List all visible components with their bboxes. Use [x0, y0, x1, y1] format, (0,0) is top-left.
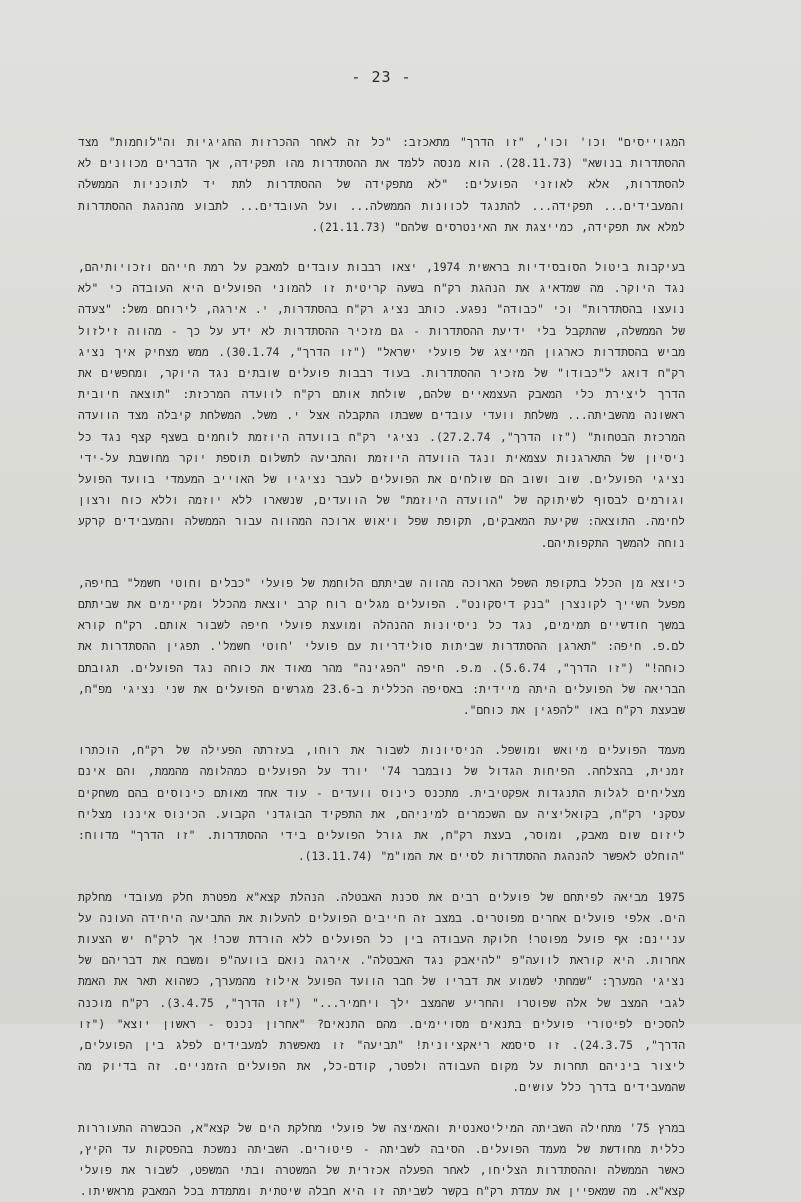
- paragraph-1: המגוייסים" וכו' וכו', "זו הדרך" מתאכזב: "כל זה לאחר ההכרזות החגיגיות וה"לוחמות" מצד ההסתדרות בנושא" (28.11.73). הוא מנסה ללמד את ההסתדרות מהו תפקידה, אך הדברים מכוונים לא להסתדרות, אלא לאוזני הפועלים: "לא מתפקידה של ההסתדרות לתת יד לתוכניות הממשלה והמעבידים... תפקידה... להתנגד לכוונות הממשלה... ועל העובדים... לתבוע מהנהגת ההסתדרות למלא את תפקידה, כמייצגת את האינטרסים שלהם" (21.11.73).: [78, 136, 685, 234]
- paragraph-4: מעמד הפועלים מיואש ומושפל. הניסיונות לשבור את רוחו, בעזרתה הפעילה של רק"ח, הוכתרו זמנית, בהצלחה. הפיחות הגדול של נובמבר 74' יורד על הפועלים כמהלומה מהממת, והם אינם מצליחים לגלות התנגדות אפקטיבית. מתכנס כינוס וועדים - עוד אחד מאותם כינוסים בהם משחקים עסקני רק"ח, בקואליציה עם השכמרים למיניהם, את התפקיד הבוגדני הקבוע. הכינוס איננו מצליח ליזום שום מאבק, ומוסר, בעצת רק"ח, את גורל הפועלים בידי ההסתדרות. "זו הדרך" מדווח: "הוחלט לאפשר להנהגת ההסתדרות לסיים את המו"מ" (13.11.74).: [78, 744, 685, 864]
- paragraph-6: במרץ 75' מתחילה השביתה המיליטאנטית והאמיצה של פועלי מחלקת הים של קצא"א, הכבשרה התעוררות כללית מחודשת של מעמד הפועלים. הסיבה לשביתה - פיטורים. השביתה נמשכת בהפסקות עד הקיץ, כאשר הממשלה וההסתדרות הצליחו, לאחר הפעלה אכזרית של המשטרה ובתי המשפט, לשבור את פועלי קצא"א. מה שמאפיין את עמדת רק"ח בקשר לשביתה זו היא חבלה שיטתית ומתמדת בכל המאבק מראשיתו.: [78, 1121, 686, 1199]
- page-number: - 23 -: [351, 68, 412, 86]
- paragraph-2: בעיקבות ביטול הסובסידיות בראשית 1974, יצאו רבבות עובדים למאבק על רמת חייהם וזכויותיהם, נגד היוקר. מה שמדאיג את הנהגת רק"ח בשעה קריטית זו להמוני הפועלים היא העובדה כי "לא נועצו בהסתדרות" וכי "כבודה" נפגע. כותב נציג רק"ח בהסתדרות, י. אירגה, לירוחם משל: "צעדה של הממשלה, שהתקבל בלי ידיעת ההסתדרות - גם מזכיר ההסתדרות לא ידע על כך - מהווה זילזול מביש בהסתדרות כארגון המייצג של פועלי ישראל" ("זו הדרך", 30.1.74). ממש מצחיק איך נציג רק"ח דואג ל"כבודו" של מזכיר ההסתדרות. בעוד רבבות פועלים שובתים נגד היוקר, ומחפשים את הדרך ליצירת כלי המאבק העצמאיים שלהם, שולחת אותם רק"ח לוועדה המרכזת: "תוצאה חיובית ראשונה מהשביתה... משלחת וועדי עובדים ששבתו התקבלה אצל י. משל. המשלחת קיבלה מצד הוועדה המרכזת הבטחות" ("זו הדרך", 27.2.74). נציגי רק"ח בוועדה היוזמת לוחמים בשצף קצף נגד כל ניסיון של התארגנות עצמאית ונגד הוועדה היוזמת והתביעה לתשלום תוספת יוקר מחושבת על-ידי נציגי הפועלים. שוב ושוב הם שולחים את הפועלים לעבר נציגיו של האוייב המעמדי בוועד הפועל וגורמים לבסוף לשיתוקה של "הוועדה היוזמת" של הוועדים, שנשארו ללא יוזמה וללא כוח ורצון לחימה. התוצאה: שקיעת המאבקים, תקופת שפל ויאוש ארוכה המהווה עבור הממשלה והמעבידים קרקע נוחה להמשך התקפותיהם.: [78, 261, 686, 550]
- paragraph-3: כיוצא מן הכלל בתקופת השפל הארוכה מהווה שביתתם הלוחמת של פועלי "כבלים וחוטי חשמל" בחיפה, מפעל השייך לקונצרן "בנק דיסקונט". הפועלים מגלים רוח קרב יוצאת מהכלל ומקיימים את שביתתם במשך חודשיים תמימים, נגד כל ניסיונות ההנהלה ומועצת פועלי חיפה לשבור אותם. רק"ח קורא לם.פ. חיפה: "תארגן ההסתדרות שביתות סולידריות עם פועלי 'חוטי חשמל'. תפגין ההסתדרות את כוחה!" ("זו הדרך", 5.6.74). מ.פ. חיפה "הפגינה" מהר מאוד את כוחה נגד הפועלים. תגובתם הבריאה של הפועלים היתה מיידית: באסיפה הכללית ב-23.6 מגרשים הפועלים את שני נציגי מפ"ח, שבעצת רק"ח באו "להפגין את כוחם".: [78, 576, 686, 718]
- paragraph-5: 1975 מביאה לפיתחם של פועלים רבים את סכנת האבטלה. הנהלת קצא"א מפטרת חלק מעובדי מחלקת הים. אלפי פועלים אחרים מפוטרים. במצב זה חייבים הפועלים להעלות את התביעה היחידה העונה על עניינם: אף פועל מפוטר! חלוקת העבודה בין כל הפועלים ללא הורדת שכר! אך לרק"ח יש הצעות אחרות. היא קוראת לוועה"פ "להיאבק נגד האבטלה". אירגה נואם בוועה"פ ומשבח את דבריהם של נציגי המערך: "שמחתי לשמוע את דבריו של חבר הוועד הפועל אילוז מהמערך, כשהוא תאר את האמת לגבי המצב של אלה שפוטרו והחריע שהמצב ילך ויחמיר..." ("זו הדרך", 3.4.75). רק"ח מוכנה להסכים לפיטורי פועלים בתנאים מסויימים. מהם התנאים? "אחרון נכנס - ראשון יוצא" ("זו הדרך", 24.3.75). זו סיסמא ריאקציונית! "תביעה" זו מאפשרת למעבידים לפלג בין הפועלים, ליצור ביניהם תחרות על מקום העבודה ולפטר, קודם-כל, את הפועלים הזמניים. זה בדיוק מה שהמעבידים בדרך כלל עושים.: [78, 890, 685, 1095]
